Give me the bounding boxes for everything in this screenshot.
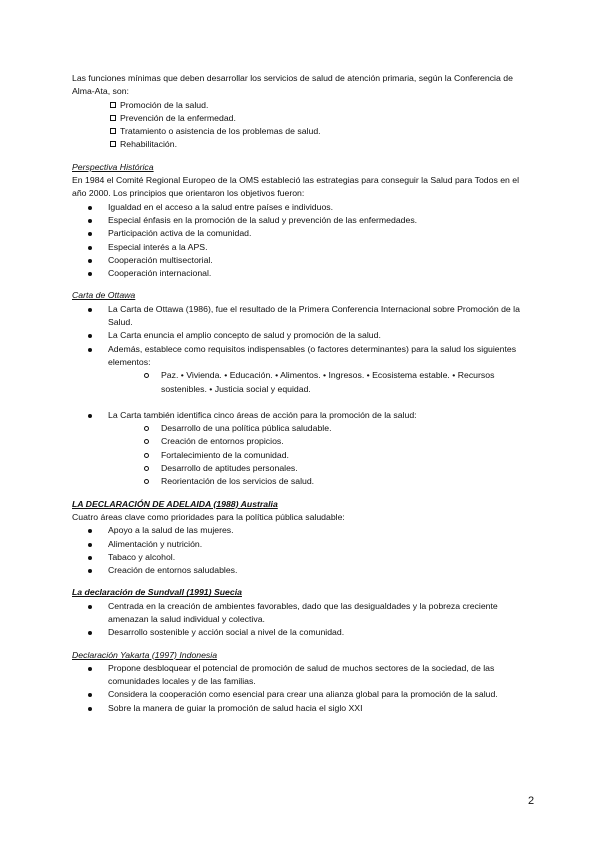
circle-bullet-icon [144,426,149,431]
bullet-icon [88,556,92,560]
bullet-icon [88,543,92,547]
bullet-icon [88,259,92,263]
heading-carta-ottawa: Carta de Ottawa [72,290,136,301]
list-item: Cooperación multisectorial. [72,254,532,267]
list-item: Promoción de la salud. [110,99,532,112]
list-item: Creación de entornos saludables. [72,564,532,577]
list-item: Paz. • Vivienda. • Educación. • Alimentos. • Ingresos. • Ecosistema estable. • Recursos sostenibles. • Justicia social y equidad. [144,369,532,396]
list-item: Especial énfasis en la promoción de la salud y prevención de las enfermedades. [72,214,532,227]
list-item: La Carta también identifica cinco áreas de acción para la promoción de la salud: Desarrollo de una política pública saludable. Creación de entornos propicios. Fortalecimiento de la comunidad. Desarrollo de aptitudes personales. Reorientación de los servicios de salud. [72,409,532,489]
adelaida-paragraph: Cuatro áreas clave como prioridades para la política pública saludable: [72,511,345,522]
list-item: Centrada en la creación de ambientes favorables, dado que las desigualdades y la pobreza creciente amenazan la salud individual y colectiva. [72,600,532,627]
bullet-icon [88,707,92,711]
list-item: Cooperación internacional. [72,267,532,280]
list-item: Además, establece como requisitos indispensables (o factores determinantes) para la salud los siguientes elementos: Paz. • Vivienda. • Educación. • Alimentos. • Ingresos. • Ecosistema estable. • Recursos sostenibles. • Justicia social y equidad. [72,343,532,409]
list-item: Desarrollo sostenible y acción social a nivel de la comunidad. [72,626,532,639]
principles-list [72,201,532,281]
list-item: Rehabilitación. [110,138,532,151]
bullet-icon [88,605,92,609]
list-item: Especial interés a la APS. [72,241,532,254]
list-item: La Carta de Ottawa (1986), fue el resultado de la Primera Conferencia Internacional sobre Promoción de la Salud. [72,303,532,330]
bullet-icon [88,334,92,338]
circle-bullet-icon [144,453,149,458]
bullet-icon [88,348,92,352]
circle-bullet-icon [144,439,149,444]
checkbox-bullet-icon [110,128,116,134]
checkbox-bullet-icon [110,102,116,108]
bullet-icon [88,631,92,635]
sundsvall-list [72,600,532,640]
yakarta-list [72,662,532,715]
list-item: Participación activa de la comunidad. [72,227,532,240]
list-item: Considera la cooperación como esencial para crear una alianza global para la promoción de la salud. [72,688,532,701]
circle-bullet-icon [144,479,149,484]
bullet-icon [88,529,92,533]
bullet-icon [88,667,92,671]
list-item: Tabaco y alcohol. [72,551,532,564]
requisitos-list [108,369,532,396]
list-item: Apoyo a la salud de las mujeres. [72,524,532,537]
checkbox-bullet-icon [110,141,116,147]
bullet-icon [88,693,92,697]
adelaida-list [72,524,532,577]
historica-paragraph: En 1984 el Comité Regional Europeo de la OMS estableció las estrategias para conseguir la Salud para Todos en el año 2000. Los principios que orientaron los objetivos fueron: [72,175,520,199]
list-item: Tratamiento o asistencia de los problemas de salud. [110,125,532,138]
bullet-icon [88,569,92,573]
heading-adelaida: LA DECLARACIÓN DE ADELAIDA (1988) Australia [72,498,278,509]
bullet-icon [88,272,92,276]
bullet-icon [88,308,92,312]
list-item: Desarrollo de una política pública saludable. [144,422,532,435]
page-content [72,72,532,715]
heading-perspectiva-historica: Perspectiva Histórica [72,161,154,172]
list-item: Fortalecimiento de la comunidad. [144,449,532,462]
list-item: Desarrollo de aptitudes personales. [144,462,532,475]
list-item: Propone desbloquear el potencial de promoción de salud de muchos sectores de la sociedad, de las comunidades locales y de las familias. [72,662,532,689]
circle-bullet-icon [144,466,149,471]
ottawa-list [72,303,532,489]
list-item: Creación de entornos propicios. [144,435,532,448]
list-item: Prevención de la enfermedad. [110,112,532,125]
bullet-icon [88,219,92,223]
bullet-icon [88,232,92,236]
page-number: 2 [528,795,535,807]
list-item: Reorientación de los servicios de salud. [144,475,532,488]
list-item: Alimentación y nutrición. [72,538,532,551]
bullet-icon [88,414,92,418]
alma-ata-functions-list [72,99,532,152]
list-item: La Carta enuncia el amplio concepto de salud y promoción de la salud. [72,329,532,342]
list-item: Igualdad en el acceso a la salud entre países e individuos. [72,201,532,214]
heading-sundsvall: La declaración de Sundvall (1991) Suecia [72,587,242,598]
bullet-icon [88,246,92,250]
checkbox-bullet-icon [110,115,116,121]
list-item: Sobre la manera de guiar la promoción de salud hacia el siglo XXI [72,702,532,715]
circle-bullet-icon [144,373,149,378]
heading-yakarta: Declaración Yakarta (1997) Indonesia [72,649,218,660]
intro-paragraph: Las funciones mínimas que deben desarrollar los servicios de salud de atención primaria, según la Conferencia de Alma-Ata, son: [72,73,513,97]
bullet-icon [88,206,92,210]
areas-list [108,422,532,488]
